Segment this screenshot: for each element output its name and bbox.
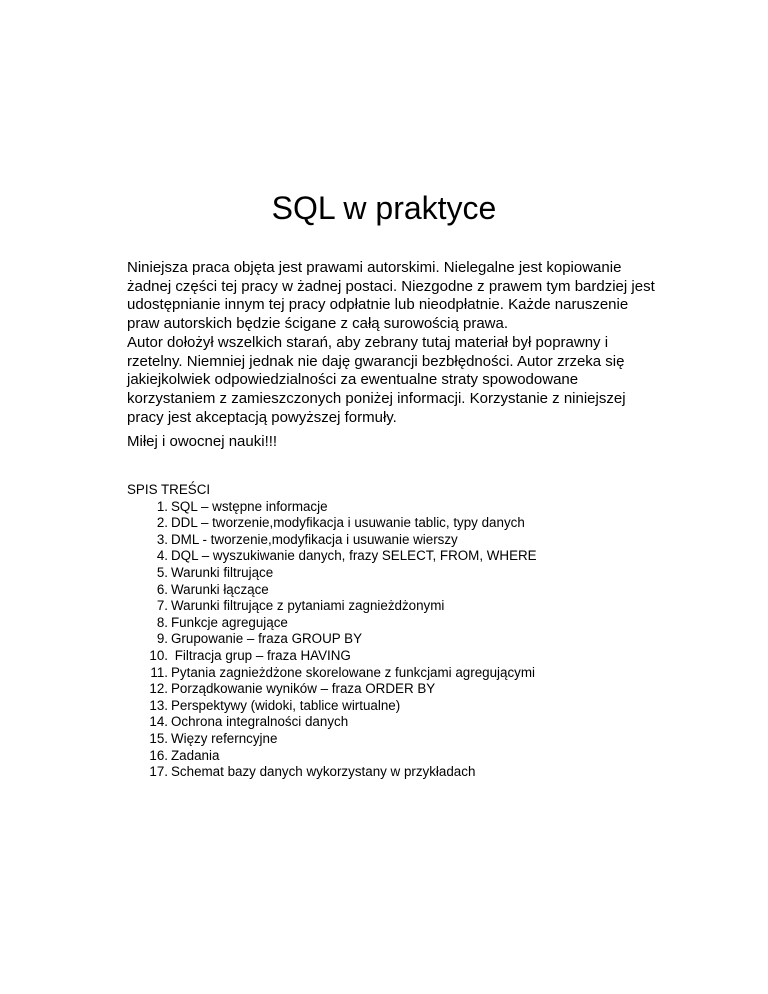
toc-item-label: DQL – wyszukiwanie danych, frazy SELECT, FROM, WHERE bbox=[171, 548, 537, 564]
toc-item-label: DML - tworzenie,modyfikacja i usuwanie wierszy bbox=[171, 531, 458, 547]
toc-item-label: Schemat bazy danych wykorzystany w przykładach bbox=[171, 764, 476, 780]
toc-item-number: 7. bbox=[156, 598, 168, 614]
document-title: SQL w praktyce bbox=[271, 190, 497, 226]
toc-item-number: 2. bbox=[156, 515, 168, 531]
toc-item bbox=[127, 582, 687, 599]
toc-item-label: Filtracja grup – fraza HAVING bbox=[171, 647, 351, 663]
toc-list bbox=[127, 499, 687, 781]
toc-item bbox=[127, 681, 687, 698]
toc-item bbox=[127, 532, 687, 549]
toc-item-number: 5. bbox=[156, 564, 168, 580]
toc-item-number: 4. bbox=[156, 548, 168, 564]
toc-item-number: 9. bbox=[156, 631, 168, 647]
toc-item-label: Porządkowanie wyników – fraza ORDER BY bbox=[171, 681, 436, 697]
toc-item-label: Ochrona integralności danych bbox=[171, 714, 349, 730]
toc-item bbox=[127, 548, 687, 565]
toc-item-number: 17. bbox=[149, 764, 168, 780]
toc-item bbox=[127, 731, 687, 748]
toc-item bbox=[127, 714, 687, 731]
toc-item-label: Warunki filtrujące bbox=[171, 564, 274, 580]
notice-paragraph-disclaimer: Autor dołożył wszelkich starań, aby zebrany tutaj materiał był poprawny i rzetelny. Niemniej jednak nie daję gwarancji bezbłędności. Autor zrzeka się jakiejkolwiek odpowiedzialności za ewentualne straty spowodowane korzystaniem z zamieszczonych poniżej informacji. Korzystanie z niniejszej pracy jest akceptacją powyższej formuły. bbox=[127, 333, 626, 426]
toc-item-label: Zadania bbox=[171, 747, 220, 763]
toc-item bbox=[127, 615, 687, 632]
table-of-contents bbox=[127, 482, 687, 781]
toc-item-number: 10. bbox=[149, 647, 168, 663]
toc-item-number: 12. bbox=[149, 681, 168, 697]
notice-paragraph-copyright: Niniejsza praca objęta jest prawami autorskimi. Nielegalne jest kopiowanie żadnej części tej pracy w żadnej postaci. Niezgodne z prawem tym bardziej jest udostępnianie innym tej pracy odpłatnie lub nieodpłatnie. Każde naruszenie praw autorskich będzie ścigane z całą surowością prawa. bbox=[127, 259, 655, 333]
toc-item bbox=[127, 764, 687, 781]
toc-item-number: 11. bbox=[150, 664, 168, 680]
toc-item bbox=[127, 565, 687, 582]
toc-item-number: 6. bbox=[156, 581, 168, 597]
toc-item-label: DDL – tworzenie,modyfikacja i usuwanie tablic, typy danych bbox=[171, 515, 525, 531]
toc-item-number: 15. bbox=[149, 730, 168, 746]
toc-item-label: SQL – wstępne informacje bbox=[171, 498, 328, 514]
toc-item-number: 8. bbox=[156, 614, 168, 630]
toc-item bbox=[127, 515, 687, 532]
closing-greeting: Miłej i owocnej nauki!!! bbox=[127, 433, 278, 450]
toc-item bbox=[127, 748, 687, 765]
copyright-notice bbox=[127, 259, 657, 427]
toc-item-label: Więzy referncyjne bbox=[171, 730, 278, 746]
toc-item bbox=[127, 698, 687, 715]
toc-item-label: Funkcje agregujące bbox=[171, 614, 288, 630]
toc-item-number: 14. bbox=[149, 714, 168, 730]
toc-item bbox=[127, 598, 687, 615]
toc-item-number: 13. bbox=[149, 697, 168, 713]
toc-item-label: Warunki filtrujące z pytaniami zagnieżdżonymi bbox=[171, 598, 445, 614]
toc-item-label: Grupowanie – fraza GROUP BY bbox=[171, 631, 363, 647]
toc-item-number: 16. bbox=[149, 747, 168, 763]
toc-heading: SPIS TREŚCI bbox=[127, 482, 211, 497]
toc-item bbox=[127, 499, 687, 516]
toc-item-number: 3. bbox=[156, 531, 168, 547]
toc-item-number: 1. bbox=[156, 498, 168, 514]
toc-item bbox=[127, 665, 687, 682]
toc-item-label: Pytania zagnieżdżone skorelowane z funkcjami agregującymi bbox=[171, 664, 535, 680]
toc-item-label: Perspektywy (widoki, tablice wirtualne) bbox=[171, 697, 401, 713]
toc-item bbox=[127, 648, 687, 665]
toc-item-label: Warunki łączące bbox=[171, 581, 269, 597]
toc-item bbox=[127, 631, 687, 648]
